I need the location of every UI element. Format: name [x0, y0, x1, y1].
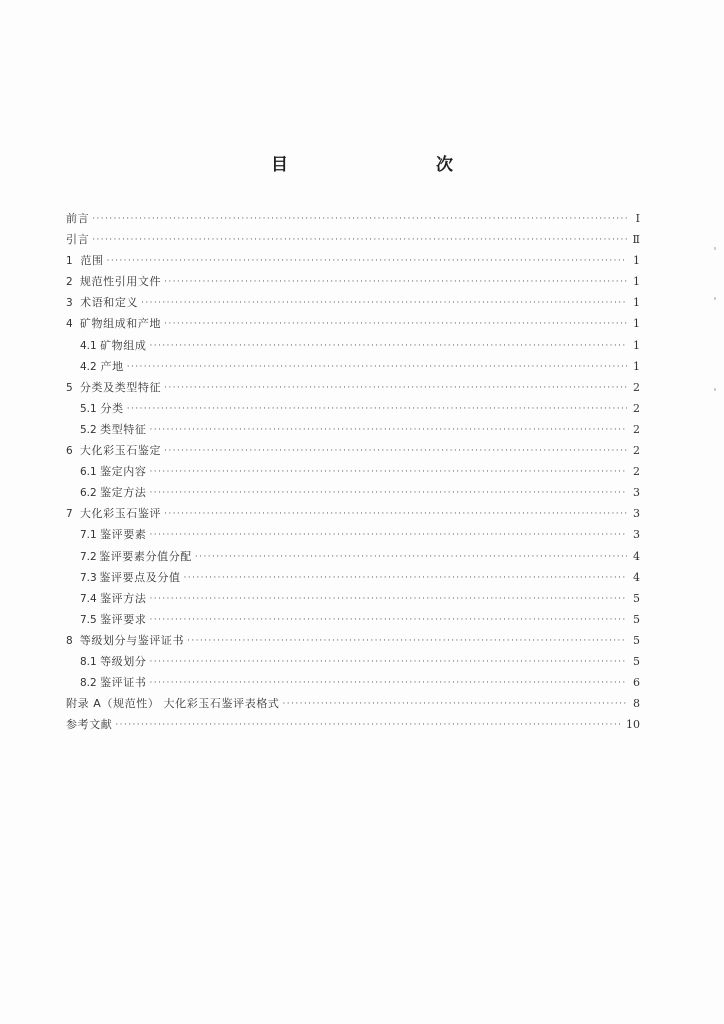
- toc-leader-dots: [149, 673, 627, 694]
- toc-entry[interactable]: [66, 356, 640, 377]
- toc-entry-number: 3: [66, 297, 73, 310]
- toc-leader-dots: [149, 525, 627, 546]
- toc-leader-dots: [127, 357, 627, 378]
- toc-entry-title: 等级划分: [100, 654, 147, 668]
- toc-entry-number: 4.2: [80, 360, 97, 373]
- toc-entry[interactable]: [66, 271, 640, 292]
- toc-leader-dots: [92, 230, 627, 251]
- toc-entry-title: 矿物组成: [100, 338, 147, 352]
- toc-entry[interactable]: [66, 398, 640, 419]
- toc-leader-dots: [149, 483, 627, 504]
- toc-entry[interactable]: [66, 630, 640, 651]
- toc-entry[interactable]: [66, 651, 640, 672]
- toc-entry-page-number: 1: [633, 296, 640, 310]
- toc-entry-title: 矿物组成和产地: [79, 317, 162, 331]
- toc-entry[interactable]: [66, 377, 640, 398]
- toc-entry-number: 6.2: [80, 487, 97, 500]
- toc-entry-number: 7: [66, 508, 73, 521]
- toc-leader-dots: [164, 272, 627, 293]
- toc-entry-page-number: 5: [633, 633, 640, 647]
- toc-entry-title: 前言: [66, 212, 90, 225]
- toc-entry[interactable]: [66, 672, 640, 693]
- toc-entry[interactable]: [66, 567, 640, 588]
- toc-entry[interactable]: [66, 588, 640, 609]
- toc-entry-title: 鉴定方法: [100, 486, 147, 500]
- toc-entry[interactable]: [66, 482, 640, 503]
- toc-entry-page-number: 3: [633, 507, 640, 521]
- toc-entry-page-number: 1: [633, 359, 640, 373]
- toc-entry-title: 引言: [66, 233, 90, 247]
- toc-entry-page-number: 1: [633, 254, 640, 268]
- toc-entry-number: 2: [66, 276, 73, 289]
- page-title: 目 次: [271, 155, 491, 175]
- toc-entry-number: 7.3: [80, 571, 97, 584]
- toc-leader-dots: [149, 420, 627, 441]
- toc-leader-dots: [141, 293, 627, 314]
- toc-entry-page-number: Ⅰ: [635, 212, 640, 225]
- toc-entry-title: 分类及类型特征: [79, 380, 162, 394]
- toc-entry-page-number: 3: [633, 528, 640, 542]
- toc-entry[interactable]: [66, 419, 640, 440]
- toc-entry[interactable]: [66, 229, 640, 250]
- toc-entry-title: 类型特征: [100, 422, 147, 436]
- toc-entry-page-number: 4: [633, 570, 640, 584]
- toc-entry-title: 大化彩玉石鉴定: [79, 444, 162, 458]
- toc-leader-dots: [164, 504, 627, 525]
- toc-entry[interactable]: [66, 292, 640, 313]
- table-of-contents: [66, 208, 640, 735]
- toc-leader-dots: [149, 589, 627, 610]
- toc-entry-page-number: 8: [633, 697, 640, 711]
- toc-leader-dots: [149, 652, 627, 673]
- toc-entry-number: 4: [66, 318, 73, 331]
- toc-entry-title: 范围: [80, 254, 104, 268]
- toc-entry-number: 5.1: [80, 402, 97, 415]
- toc-entry-page-number: 2: [633, 401, 640, 415]
- toc-entry-title: 分类: [100, 401, 124, 415]
- toc-entry-title: 鉴评要素分值分配: [99, 549, 192, 563]
- toc-entry[interactable]: [66, 546, 640, 567]
- toc-entry[interactable]: [66, 524, 640, 545]
- toc-entry-number: 7.1: [80, 529, 97, 542]
- toc-entry[interactable]: [66, 440, 640, 461]
- toc-entry-title: 等级划分与鉴评证书: [79, 633, 185, 647]
- toc-entry-page-number: 2: [633, 465, 640, 479]
- toc-entry-number: 6.1: [80, 466, 97, 479]
- toc-leader-dots: [164, 314, 627, 335]
- toc-entry-number: 4.1: [80, 339, 97, 352]
- toc-leader-dots: [184, 568, 627, 589]
- toc-leader-dots: [107, 251, 627, 272]
- toc-entry-title: 鉴评要求: [100, 612, 147, 626]
- toc-entry-page-number: 2: [633, 380, 640, 394]
- toc-entry-title: 鉴评要点及分值: [99, 570, 181, 584]
- toc-leader-dots: [187, 631, 627, 652]
- toc-entry-page-number: 10: [626, 718, 640, 732]
- toc-leader-dots: [283, 694, 627, 715]
- toc-entry[interactable]: [66, 335, 640, 356]
- toc-entry[interactable]: [66, 609, 640, 630]
- toc-entry-number: 8.2: [80, 677, 97, 690]
- toc-entry-number: 6: [66, 445, 73, 458]
- toc-entry[interactable]: [66, 461, 640, 482]
- toc-entry-page-number: 5: [633, 591, 640, 605]
- toc-entry-page-number: Ⅱ: [632, 233, 640, 247]
- toc-leader-dots: [195, 547, 627, 568]
- toc-leader-dots: [127, 399, 627, 420]
- toc-entry-page-number: 6: [633, 676, 640, 690]
- toc-entry-page-number: 5: [633, 612, 640, 626]
- toc-entry-title: 鉴评要素: [100, 528, 147, 542]
- toc-entry-title: 规范性引用文件: [79, 275, 162, 289]
- toc-leader-dots: [164, 441, 627, 462]
- toc-entry-number: 5.2: [80, 423, 97, 436]
- toc-entry-page-number: 5: [633, 654, 640, 668]
- toc-entry-page-number: 1: [633, 317, 640, 331]
- toc-entry-number: 8.1: [80, 655, 97, 668]
- scan-speck: [714, 247, 716, 250]
- toc-entry-title: 鉴定内容: [100, 465, 147, 479]
- toc-entry-title: 术语和定义: [80, 296, 139, 310]
- toc-leader-dots: [149, 462, 627, 483]
- toc-entry-number: 7.5: [80, 613, 97, 626]
- scan-speck: [714, 297, 716, 300]
- toc-entry-number: 7.4: [80, 592, 97, 605]
- toc-entry-number: 7.2: [80, 550, 97, 563]
- toc-leader-dots: [149, 336, 627, 357]
- toc-entry-number: 1: [66, 255, 73, 268]
- toc-entry-title: 参考文献: [66, 718, 113, 732]
- toc-entry-page-number: 4: [633, 549, 640, 563]
- scan-speck: [714, 388, 716, 391]
- toc-leader-dots: [164, 378, 627, 399]
- toc-entry[interactable]: [66, 693, 640, 714]
- toc-leader-dots: [149, 610, 627, 631]
- toc-entry-title: 鉴评证书: [100, 676, 147, 690]
- toc-entry[interactable]: [66, 714, 640, 735]
- toc-entry[interactable]: [66, 208, 640, 229]
- toc-entry-page-number: 1: [633, 275, 640, 289]
- toc-entry-number: 5: [66, 381, 73, 394]
- toc-entry[interactable]: [66, 313, 640, 334]
- toc-entry[interactable]: [66, 250, 640, 271]
- toc-leader-dots: [115, 715, 623, 736]
- toc-entry-page-number: 2: [633, 422, 640, 436]
- toc-entry-title: 产地: [100, 359, 124, 373]
- toc-entry-title: 附录 A（规范性） 大化彩玉石鉴评表格式: [66, 697, 280, 711]
- toc-entry-page-number: 1: [633, 338, 640, 352]
- toc-entry-page-number: 2: [633, 444, 640, 458]
- toc-entry-number: 8: [66, 634, 73, 647]
- toc-leader-dots: [92, 209, 627, 230]
- toc-entry[interactable]: [66, 503, 640, 524]
- toc-entry-title: 鉴评方法: [100, 591, 147, 605]
- toc-entry-page-number: 3: [633, 486, 640, 500]
- toc-entry-title: 大化彩玉石鉴评: [79, 507, 162, 521]
